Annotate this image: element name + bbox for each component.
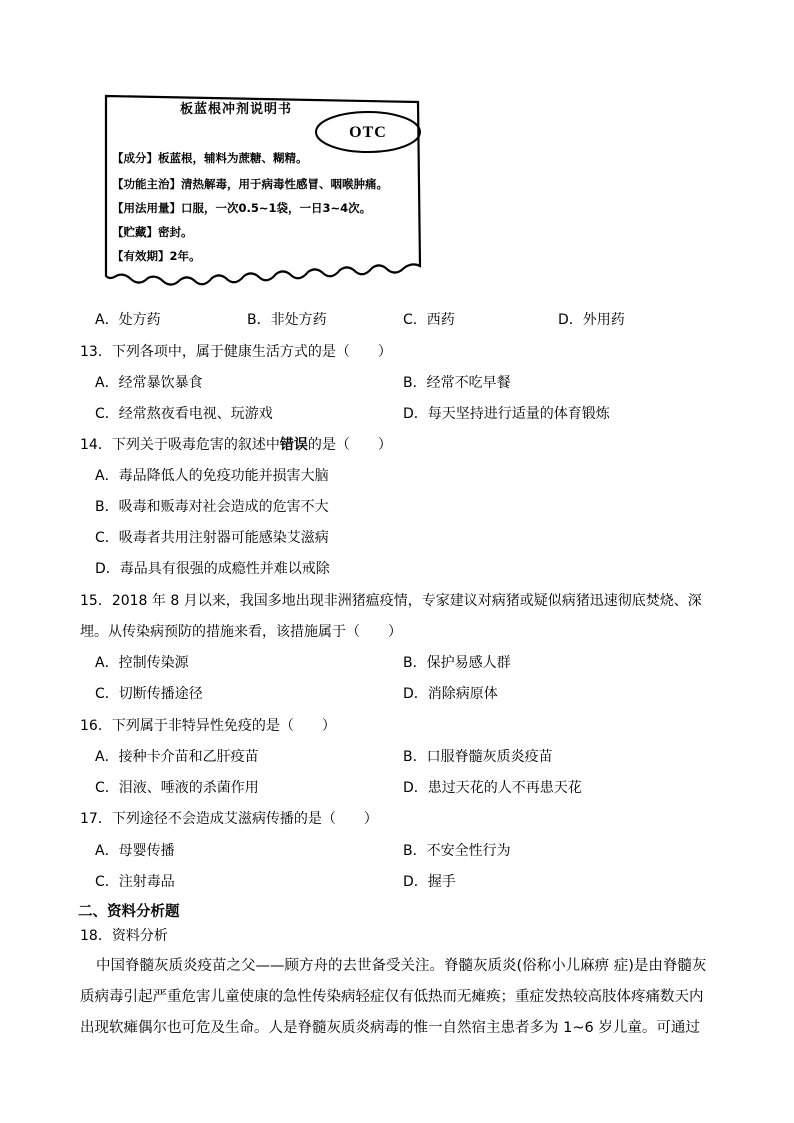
- leaflet-row-ingredients: 【成分】板蓝根，辅料为蔗糖、糊精。: [112, 151, 308, 165]
- otc-badge: OTC: [349, 124, 387, 141]
- q15-stem-line2: 埋。从传染病预防的措施来看，该措施属于（ ）: [80, 624, 402, 640]
- leaflet-row-dosage: 【用法用量】口服，一次0.5~1袋，一日3~4次。: [112, 201, 372, 215]
- q13-option-d[interactable]: D．每天坚持进行适量的体育锻炼: [403, 406, 610, 422]
- q18-paragraph-line1: 中国脊髓灰质炎疫苗之父——顾方舟的去世备受关注。脊髓灰质炎(俗称小儿麻痹 症)是由脊髓灰: [96, 958, 707, 974]
- q17-option-a[interactable]: A．母婴传播: [95, 843, 175, 859]
- q13-option-b[interactable]: B．经常不吃早餐: [403, 375, 511, 391]
- q16-option-a[interactable]: A．接种卡介苗和乙肝疫苗: [95, 749, 259, 765]
- leaflet-row-storage: 【贮藏】密封。: [112, 225, 193, 239]
- q13-stem: 13．下列各项中，属于健康生活方式的是（ ）: [80, 344, 392, 360]
- leaflet-title: 板蓝根冲剂说明书: [180, 102, 293, 117]
- q16-option-d[interactable]: D．患过天花的人不再患天花: [403, 780, 582, 796]
- q14-option-b[interactable]: B．吸毒和贩毒对社会造成的危害不大: [95, 499, 329, 515]
- q16-stem: 16．下列属于非特异性免疫的是（ ）: [80, 718, 336, 734]
- q16-option-b[interactable]: B．口服脊髓灰质炎疫苗: [403, 749, 553, 765]
- medicine-leaflet: [100, 92, 422, 292]
- q17-option-d[interactable]: D．握手: [403, 874, 456, 890]
- q12-option-a[interactable]: A．处方药: [95, 312, 161, 328]
- q14-stem: 14．下列关于吸毒危害的叙述中错误的是（ ）: [80, 437, 392, 453]
- section-title: 二、资料分析题: [78, 904, 180, 920]
- q14-emphasis: 错误: [279, 437, 308, 453]
- leaflet-row-expiry: 【有效期】2年。: [112, 249, 201, 263]
- q12-option-d[interactable]: D．外用药: [558, 312, 625, 328]
- leaflet-row-function: 【功能主治】清热解毒，用于病毒性感冒、咽喉肿痛。: [112, 177, 388, 191]
- q17-stem: 17．下列途径不会造成艾滋病传播的是（ ）: [80, 811, 378, 827]
- q16-option-c[interactable]: C．泪液、唾液的杀菌作用: [95, 780, 259, 796]
- q15-option-c[interactable]: C．切断传播途径: [95, 686, 203, 702]
- q15-stem-line1: 15．2018 年 8 月以来，我国多地出现非洲猪瘟疫情，专家建议对病猪或疑似病猪迅速彻底焚烧、深: [80, 593, 702, 609]
- q14-option-a[interactable]: A．毒品降低人的免疫功能并损害大脑: [95, 468, 329, 484]
- q15-option-a[interactable]: A．控制传染源: [95, 655, 189, 671]
- q18-paragraph-line3: 出现软瘫偶尔也可危及生命。人是脊髓灰质炎病毒的惟一自然宿主患者多为 1~6 岁儿童。可通过: [80, 1020, 700, 1036]
- q13-option-c[interactable]: C．经常熬夜看电视、玩游戏: [95, 406, 273, 422]
- q17-option-b[interactable]: B．不安全性行为: [403, 843, 511, 859]
- q17-option-c[interactable]: C．注射毒品: [95, 874, 175, 890]
- q12-option-c[interactable]: C．西药: [403, 312, 455, 328]
- q15-option-b[interactable]: B．保护易感人群: [403, 655, 511, 671]
- q14-option-d[interactable]: D．毒品具有很强的成瘾性并难以戒除: [95, 561, 330, 577]
- q12-option-b[interactable]: B．非处方药: [247, 312, 327, 328]
- q15-option-d[interactable]: D．消除病原体: [403, 686, 498, 702]
- q14-option-c[interactable]: C．吸毒者共用注射器可能感染艾滋病: [95, 530, 329, 546]
- q18-paragraph-line2: 质病毒引起严重危害儿童使康的急性传染病轻症仅有低热而无瘫痪；重症发热较高肢体疼痛数天内: [80, 989, 704, 1005]
- q18-stem: 18．资料分析: [80, 928, 168, 944]
- q13-option-a[interactable]: A．经常暴饮暴食: [95, 375, 203, 391]
